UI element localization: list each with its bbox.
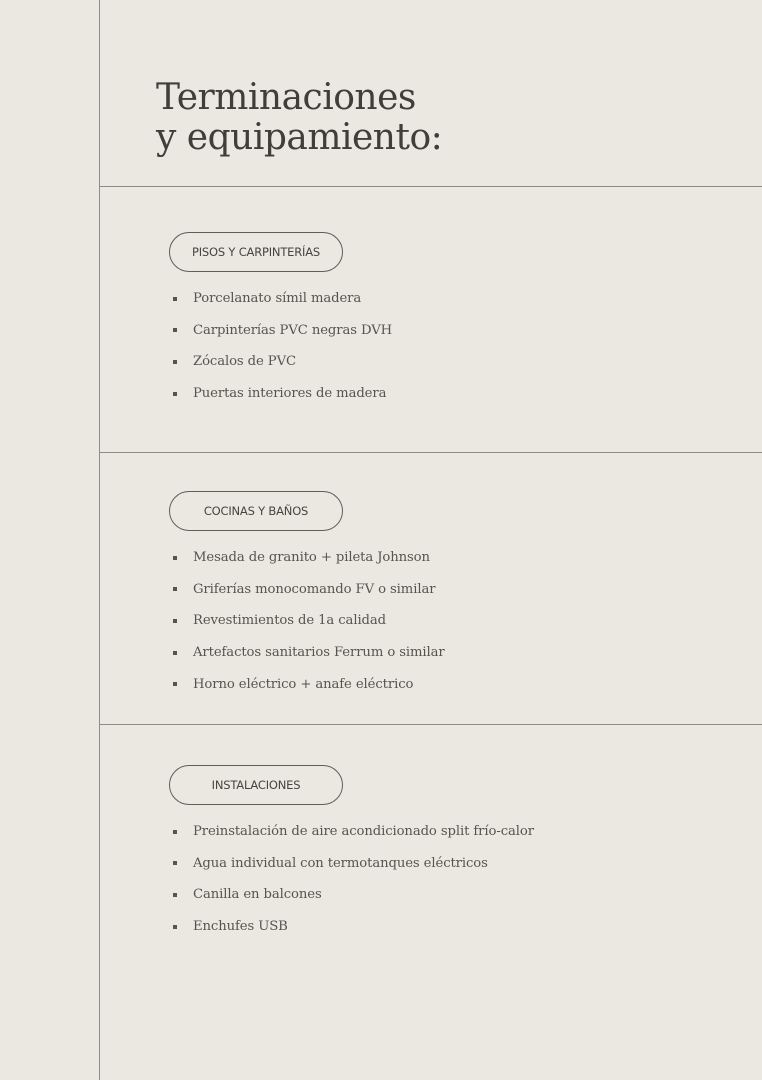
list-item-text: Agua individual con termotanques eléctricos bbox=[193, 855, 488, 871]
list-item-text: Mesada de granito + pileta Johnson bbox=[193, 550, 430, 566]
list-item-text: Porcelanato símil madera bbox=[193, 291, 362, 307]
bullet-icon bbox=[173, 925, 177, 929]
list-item bbox=[173, 315, 392, 347]
section-label-pill: PISOS Y CARPINTERÍAS bbox=[169, 232, 343, 272]
bullet-icon bbox=[173, 619, 177, 623]
bullet-icon bbox=[173, 682, 177, 686]
list-item-text: Artefactos sanitarios Ferrum o similar bbox=[193, 645, 445, 661]
list-item bbox=[173, 879, 534, 911]
bullet-icon bbox=[173, 893, 177, 897]
list-item-text: Zócalos de PVC bbox=[193, 354, 296, 370]
list-item bbox=[173, 574, 445, 606]
list-item bbox=[173, 605, 445, 637]
bullet-icon bbox=[173, 360, 177, 364]
list-item-text: Preinstalación de aire acondicionado split frío-calor bbox=[193, 824, 534, 840]
list-item bbox=[173, 637, 445, 669]
list-item-text: Horno eléctrico + anafe eléctrico bbox=[193, 676, 414, 692]
section-divider bbox=[99, 724, 762, 725]
feature-list bbox=[173, 542, 445, 700]
list-item bbox=[173, 848, 534, 880]
bullet-icon bbox=[173, 392, 177, 396]
list-item-text: Revestimientos de 1a calidad bbox=[193, 613, 387, 629]
page-title-line-2: y equipamiento: bbox=[156, 117, 443, 158]
list-item bbox=[173, 911, 534, 943]
section-label-pill: INSTALACIONES bbox=[169, 765, 343, 805]
bullet-icon bbox=[173, 328, 177, 332]
list-item-text: Enchufes USB bbox=[193, 919, 288, 935]
bullet-icon bbox=[173, 587, 177, 591]
page-title-line-1: Terminaciones bbox=[156, 77, 416, 118]
section-label-pill: COCINAS Y BAÑOS bbox=[169, 491, 343, 531]
list-item bbox=[173, 668, 445, 700]
page-title bbox=[156, 78, 442, 158]
bullet-icon bbox=[173, 556, 177, 560]
list-item bbox=[173, 346, 392, 378]
list-item bbox=[173, 816, 534, 848]
list-item-text: Puertas interiores de madera bbox=[193, 386, 387, 402]
bullet-icon bbox=[173, 651, 177, 655]
list-item bbox=[173, 542, 445, 574]
bullet-icon bbox=[173, 830, 177, 834]
vertical-divider bbox=[99, 0, 100, 1080]
feature-list bbox=[173, 816, 534, 942]
list-item bbox=[173, 378, 392, 410]
section-divider bbox=[99, 452, 762, 453]
bullet-icon bbox=[173, 861, 177, 865]
list-item-text: Carpinterías PVC negras DVH bbox=[193, 322, 393, 338]
list-item bbox=[173, 283, 392, 315]
section-divider bbox=[99, 186, 762, 187]
list-item-text: Canilla en balcones bbox=[193, 887, 322, 903]
feature-list bbox=[173, 283, 392, 409]
bullet-icon bbox=[173, 297, 177, 301]
list-item-text: Griferías monocomando FV o similar bbox=[193, 581, 436, 597]
